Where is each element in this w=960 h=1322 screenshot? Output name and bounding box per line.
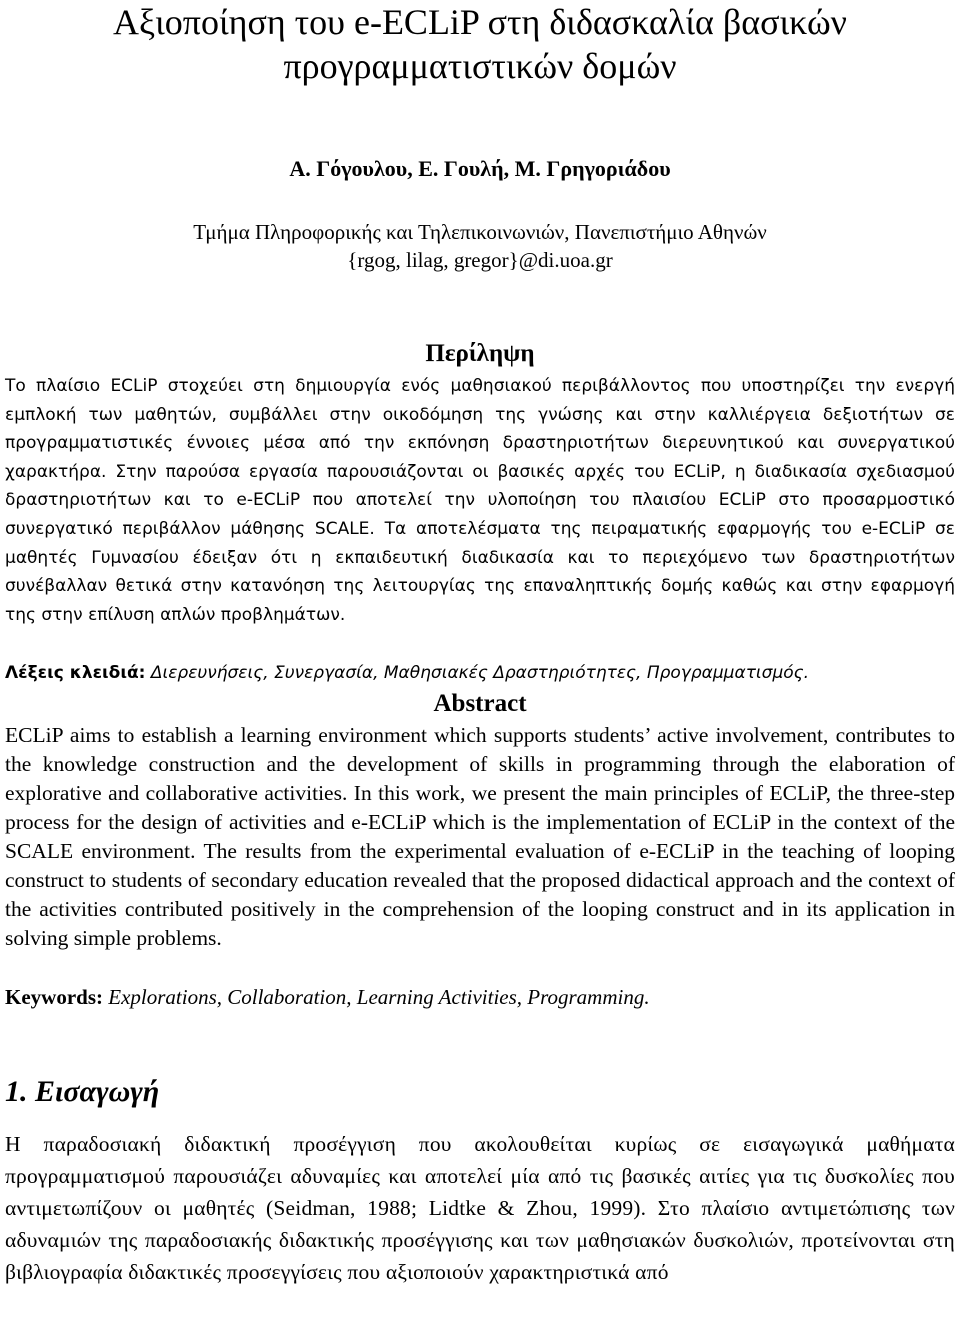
keywords-en-values: Explorations, Collaboration, Learning Activities, Programming. xyxy=(108,985,650,1009)
keywords-en xyxy=(5,985,650,1010)
abstract-gr-text: Το πλαίσιο ECLiP στοχεύει στη δημιουργία ενός μαθησιακού περιβάλλοντος που υποστηρίζει την ενεργή εμπλοκή των μαθητών, συμβάλλει στην οικοδόμηση της γνώσης και στην καλλιέργεια δεξιοτήτων σε προγραμματιστικές έννοιες μέσα από την εκπόνηση δραστηριοτήτων διερευνητικού και συνεργατικού χαρακτήρα. Στην παρούσα εργασία παρουσιάζονται οι βασικές αρχές του ECLiP, η διαδικασία σχεδιασμού δραστηριοτήτων και το e-ECLiP που αποτελεί την υλοποίηση του πλαισίου ECLiP στο προσαρμοστικό συνεργατικό περιβάλλον μάθησης SCALE. Τα αποτελέσματα της πειραματικής εφαρμογής του e-ECLiP σε μαθητές Γυμνασίου έδειξαν ότι η εκπαιδευτική διαδικασία και το περιεχόμενο των δραστηριοτήτων συνέβαλλαν θετικά στην κατανόηση της λειτουργίας της επαναληπτικής δομής καθώς και στην εφαρμογή της στην επίλυση απλών προβλημάτων. xyxy=(5,376,955,625)
keywords-gr-values: Διερευνήσεις, Συνεργασία, Μαθησιακές Δραστηριότητες, Προγραμματισμός. xyxy=(150,663,810,683)
section-heading-introduction: 1. Εισαγωγή xyxy=(5,1075,160,1108)
keywords-gr-label: Λέξεις κλειδιά: xyxy=(5,663,146,683)
abstract-en-text: ECLiP aims to establish a learning environment which supports students’ active involvement, contributes to the knowledge construction and the development of skills in programming through the elaboration of explorative and collaborative activities. In this work, we present the main principles of ECLiP, the three-step process for the design of activities and e-ECLiP which is the implementation of ECLiP in the context of the SCALE environment. The results from the experimental evaluation of e-ECLiP in the teaching of looping construct to students of secondary education revealed that the proposed didactical approach and the context of the activities contributed positively in the comprehension of the looping construct and in its application in solving simple problems. xyxy=(5,723,955,950)
affiliation: Τμήμα Πληροφορικής και Τηλεπικοινωνιών, Πανεπιστήμιο Αθηνών xyxy=(193,220,767,244)
affiliation-block xyxy=(0,218,960,274)
keywords-gr xyxy=(5,663,809,683)
author-list: Α. Γόγουλου, Ε. Γουλή, Μ. Γρηγοριάδου xyxy=(289,156,671,181)
keywords-en-label: Keywords: xyxy=(5,985,103,1009)
paper-title: Αξιοποίηση του e-ECLiP στη διδασκαλία βασικών προγραμματιστικών δομών xyxy=(113,2,847,86)
author-email: {rgog, lilag, gregor}@di.uoa.gr xyxy=(347,248,613,272)
abstract-en-heading: Abstract xyxy=(433,690,527,717)
abstract-gr-heading: Περίληψη xyxy=(425,340,535,367)
introduction-text: Η παραδοσιακή διδακτική προσέγγιση που ακολουθείται κυρίως σε εισαγωγικά μαθήματα προγραμματισμού παρουσιάζει αδυναμίες και αποτελεί μία από τις βασικές αιτίες για τις δυσκολίες που αντιμετωπίζουν οι μαθητές (Seidman, 1988; Lidtke & Zhou, 1999). Στο πλαίσιο αντιμετώπισης των αδυναμιών της παραδοσιακής διδακτικής προσέγγισης και των μαθησιακών δυσκολιών, προτείνονται στη βιβλιογραφία διδακτικές προσεγγίσεις που αξιοποιούν χαρακτηριστικά από xyxy=(5,1132,955,1284)
